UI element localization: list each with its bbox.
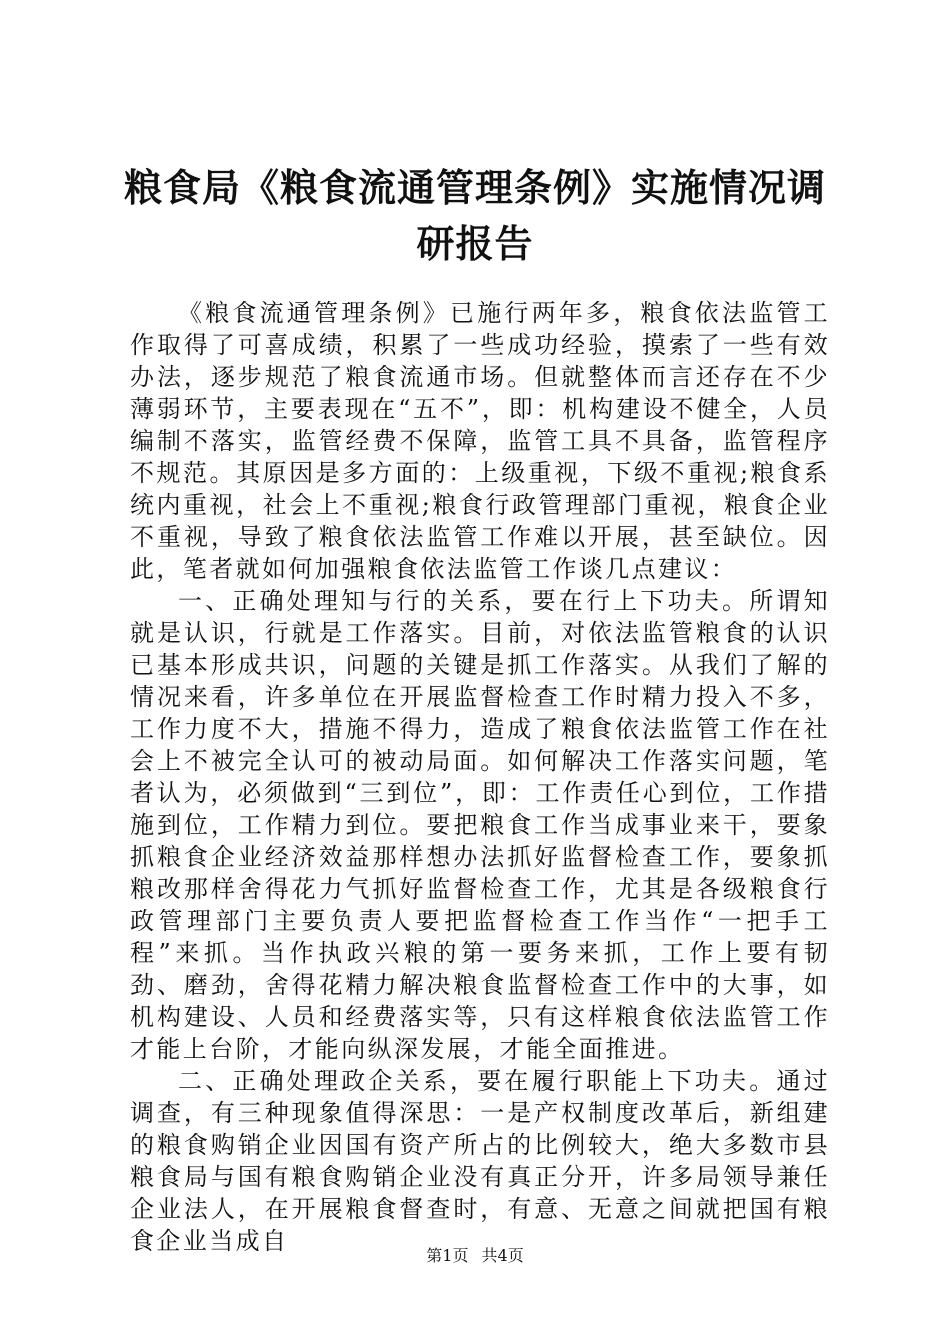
paragraph-point-one: 一、正确处理知与行的关系，要在行上下功夫。所谓知就是认识，行就是工作落实。目前，对依法监管粮食的认识已基本形成共识，问题的关键是抓工作落实。从我们了解的情况来看，许多单位在开展监督检查工作时精力投入不多，工作力度不大，措施不得力，造成了粮食依法监管工作在社会上不被完全认可的被动局面。如何解决工作落实问题，笔者认为，必须做到“三到位”，即：工作责任心到位，工作措施到位，工作精力到位。要把粮食工作当成事业来干，要象抓粮食企业经济效益那样想办法抓好监督检查工作，要象抓粮改那样舍得花力气抓好监督检查工作，尤其是各级粮食行政管理部门主要负责人要把监督检查工作当作“一把手工程”来抓。当作执政兴粮的第一要务来抓，工作上要有韧劲、磨劲，舍得花精力解决粮食监督检查工作中的大事，如机构建设、人员和经费落实等，只有这样粮食依法监管工作才能上台阶，才能向纵深发展，才能全面推进。 — [130, 587, 830, 1063]
paragraph-intro: 《粮食流通管理条例》已施行两年多，粮食依法监管工作取得了可喜成绩，积累了一些成功经验，摸索了一些有效办法，逐步规范了粮食流通市场。但就整体而言还存在不少薄弱环节，主要表现在“五不”，即：机构建设不健全，人员编制不落实，监管经费不保障，监管工具不具备，监管程序不规范。其原因是多方面的：上级重视，下级不重视;粮食系统内重视，社会上不重视;粮食行政管理部门重视，粮食企业不重视，导致了粮食依法监管工作难以开展，甚至缺位。因此，笔者就如何加强粮食依法监管工作谈几点建议： — [130, 299, 830, 583]
page-total: 共4页 — [481, 1246, 524, 1265]
page-footer — [0, 1246, 950, 1266]
document-body — [130, 297, 830, 1257]
paragraph-point-two: 二、正确处理政企关系，要在履行职能上下功夫。通过调查，有三种现象值得深思：一是产权制度改革后，新组建的粮食购销企业因国有资产所占的比例较大，绝大多数市县粮食局与国有粮食购销企业没有真正分开，许多局领导兼任企业法人，在开展粮食督查时，有意、无意之间就把国有粮食企业当成自 — [130, 1067, 830, 1255]
document-title: 粮食局《粮食流通管理条例》实施情况调研报告 — [123, 166, 826, 266]
page-number: 第1页 — [426, 1246, 469, 1265]
